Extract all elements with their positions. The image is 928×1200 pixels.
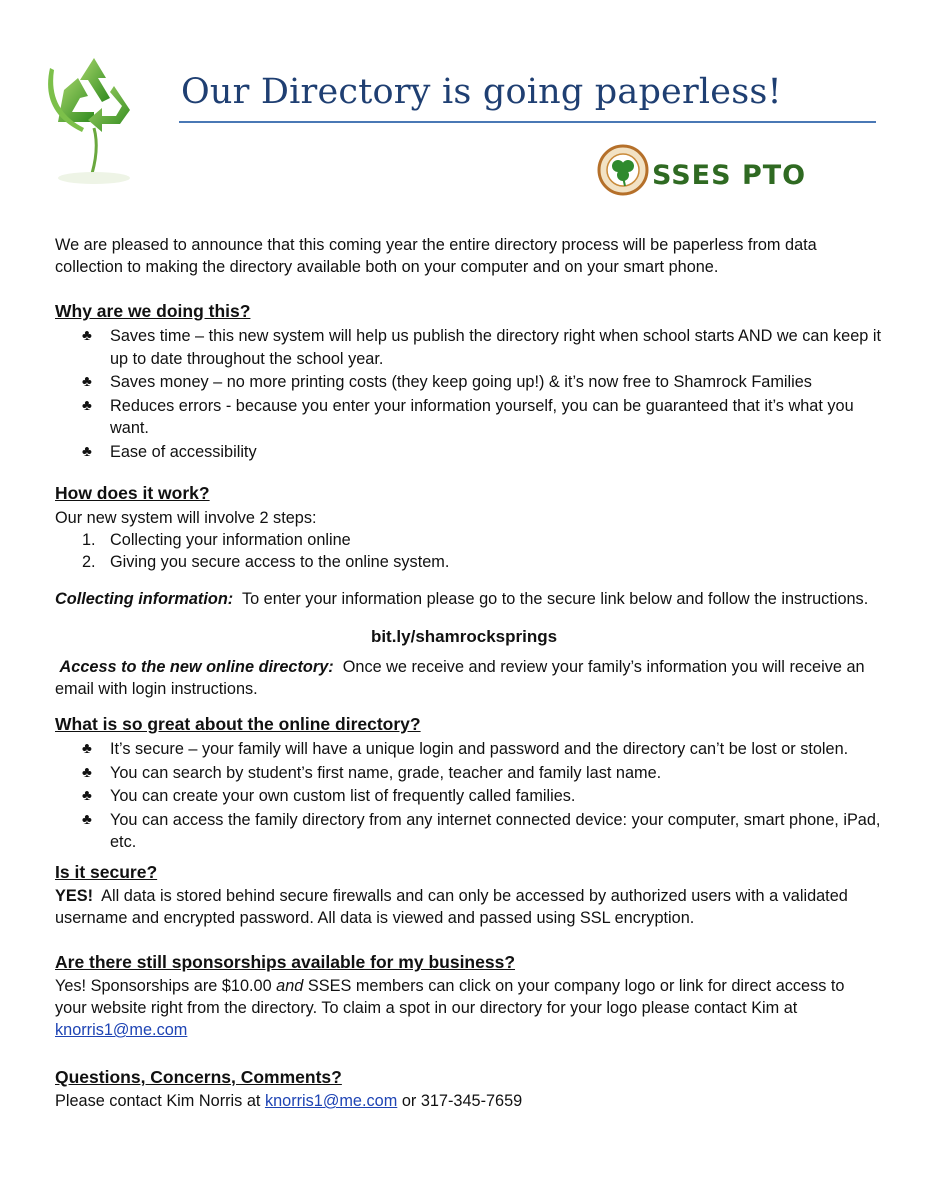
page-title: Our Directory is going paperless!	[181, 72, 782, 112]
title-divider	[179, 121, 876, 123]
why-list	[82, 325, 882, 464]
list-item: ♣ You can search by student’s first name, grade, teacher and family last name.	[82, 762, 882, 785]
how-heading: How does it work?	[55, 483, 210, 503]
sponsor-paragraph: Yes! Sponsorships are $10.00 and SSES members can click on your company logo or link for direct access to your website right from the directory. To claim a spot in our directory for your logo please contact Kim at knorris1@me.com	[55, 977, 845, 1039]
list-item: ♣ Saves money – no more printing costs (they keep going up!) & it’s now free to Shamrock Families	[82, 371, 882, 394]
list-item: ♣ Ease of accessibility	[82, 441, 882, 464]
steps-list	[82, 529, 449, 573]
list-item: 1. Collecting your information online	[82, 531, 351, 549]
great-heading: What is so great about the online directory?	[55, 714, 421, 734]
intro-paragraph: We are pleased to announce that this coming year the entire directory process will be paperless from data collection to making the directory available both on your computer and on your smart phone.	[55, 236, 817, 276]
sponsor-email-link[interactable]: knorris1@me.com	[55, 1021, 188, 1039]
access-paragraph: Access to the new online directory: Once we receive and review your family’s information you will receive an email with login instructions.	[55, 658, 865, 698]
logo-text: SSES PTO	[652, 160, 807, 191]
questions-heading: Questions, Concerns, Comments?	[55, 1067, 342, 1087]
how-intro: Our new system will involve 2 steps:	[55, 509, 317, 527]
list-item: ♣ You can access the family directory from any internet connected device: your computer, smart phone, iPad, etc.	[82, 810, 881, 851]
great-list	[82, 738, 882, 855]
directory-link[interactable]: bit.ly/shamrocksprings	[370, 627, 558, 646]
club-bullet-icon: ♣	[82, 810, 92, 828]
list-item: ♣ Saves time – this new system will help us publish the directory right when school starts AND we can keep it up to date throughout the school year.	[82, 327, 881, 368]
questions-paragraph: Please contact Kim Norris at knorris1@me.com or 317-345-7659	[55, 1092, 523, 1110]
club-bullet-icon: ♣	[82, 763, 92, 781]
why-heading: Why are we doing this?	[55, 301, 251, 321]
club-bullet-icon: ♣	[82, 740, 92, 757]
recycle-icon	[44, 50, 144, 195]
list-item: ♣ You can create your own custom list of frequently called families.	[82, 785, 882, 808]
list-item: ♣ It’s secure – your family will have a unique login and password and the directory can’t be lost or stolen.	[82, 738, 882, 761]
collecting-paragraph: Collecting information: To enter your information please go to the secure link below and follow the instructions.	[55, 590, 869, 608]
secure-heading: Is it secure?	[55, 862, 158, 882]
club-bullet-icon: ♣	[82, 373, 92, 390]
list-item: 2. Giving you secure access to the online system.	[82, 553, 450, 571]
sponsor-heading: Are there still sponsorships available for my business?	[55, 952, 516, 972]
club-bullet-icon: ♣	[82, 396, 92, 414]
club-bullet-icon: ♣	[82, 327, 92, 344]
secure-paragraph: YES! All data is stored behind secure firewalls and can only be accessed by authorized users with a validated username and encrypted password. All data is viewed and passed using SSL encryption.	[55, 887, 848, 927]
club-bullet-icon: ♣	[82, 787, 92, 804]
contact-email-link[interactable]: knorris1@me.com	[264, 1092, 398, 1110]
access-label: Access to the new online directory:	[59, 658, 334, 676]
shamrock-logo-icon	[597, 144, 649, 201]
list-item: ♣ Reduces errors - because you enter your information yourself, you can be guaranteed that it’s what you want.	[82, 396, 854, 437]
club-bullet-icon: ♣	[82, 442, 92, 460]
collecting-label: Collecting information:	[55, 590, 234, 608]
